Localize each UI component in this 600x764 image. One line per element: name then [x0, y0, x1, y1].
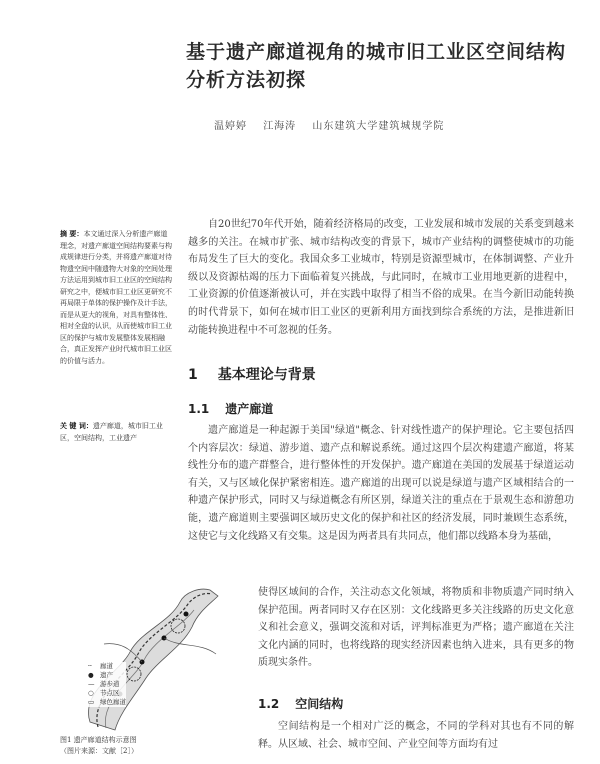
- dot-icon: ●: [88, 671, 94, 679]
- corridor-map-svg: [60, 582, 250, 732]
- subsection-heading-1-2: [258, 695, 343, 712]
- subsection-title: 空间结构: [295, 697, 344, 711]
- keywords: [60, 420, 172, 444]
- keywords-text: 遗产廊道，城市旧工业区，空间结构，工业遗产: [60, 422, 163, 442]
- abstract: [60, 228, 172, 367]
- legend-item: ▭ 绿色廊道: [88, 698, 126, 706]
- circle-icon: ○: [88, 689, 94, 697]
- subsection-number: 1.2: [258, 697, 280, 711]
- intro-paragraph: 自20世纪70年代开始，随着经济格局的改变，工业发展和城市发展的关系变到越来越多的关注。在城市扩张、城市结构改变的背景下，城市产业结构的调整使城市的功能布局发生了巨大的变化。我国众多工业城市，特别是资源型城市，在体制调整、产业升级以及资源枯竭的压力下面临着复兴挑战，与此同时，在城市工业用地更新的进程中，工业资源的价值逐渐被认可，并在实践中取得了相当不俗的成果。在当今新旧动能转换的时代背景下，如何在城市旧工业区的更新利用方面找到综合系统的方法，是推进新旧动能转换进程中不可忽视的任务。: [188, 219, 574, 336]
- spatial-structure-paragraph: 空间结构是一个相对广泛的概念，不同的学科对其也有不同的解释。从区域、社会、城市空间、产业空间等方面均有过: [258, 721, 574, 750]
- legend-item: — 游步道: [88, 680, 120, 688]
- abstract-text: 本文通过深入分析遗产廊道理念，对遗产廊道空间结构要素与构成规律进行分类，并将遗产廊道对待物遗空间中随遗物大对象的空间处理方法运用到城市旧工业区的空间结构研究之中，便城市旧工业区更研究不再局限于单体的保护操作及计手法，而是从更大的视角，对具有整体性、相对全盘的认识，从而使城市旧工业区的保护与城市发展整体发展相融合，真正发挥产业时代城市旧工业区的价值与活力。: [60, 230, 172, 365]
- legend-item: ○ 节点区: [88, 689, 120, 697]
- section-number: 1: [188, 367, 198, 383]
- figure-legend: [88, 662, 126, 707]
- legend-item: ● 遗产: [88, 671, 113, 679]
- heritage-corridor-diagram: [60, 582, 250, 732]
- abstract-label: 摘 要：: [60, 229, 84, 238]
- author-1: 温婷婷: [214, 121, 247, 132]
- band-icon: ▭: [88, 698, 95, 706]
- affiliation: 山东建筑大学建筑城规学院: [312, 121, 445, 132]
- keywords-label: 关 键 词：: [60, 421, 93, 430]
- heritage-corridor-paragraph: 遗产廊道是一种起源于美国"绿道"概念、针对线性遗产的保护理论。它主要包括四个内容层次：绿道、游步道、遗产点和解说系统。通过这四个层次构建遗产廊道，将某线性分布的遗产群整合，进行整体性的开发保护。遗产廊道在美国的发展基于绿道运动有关，又与区域化保护紧密相连。遗产廊道的出现可以说是绿道与遗产区域相结合的一种遗产保护形式，同时又与绿道概念有所区别，绿道关注的重点在于景观生态和游憩功能，遗产廊道则主要强调区域历史文化的保护和社区的经济发展，同时兼顾生态系统，这使它与文化线路又有交集。这是因为两者具有共同点，他们都以线路本身为基础，: [188, 425, 574, 542]
- author-2: 江海涛: [263, 121, 297, 132]
- line-icon: —: [88, 680, 95, 688]
- subsection-title: 遗产廊道: [225, 402, 274, 416]
- section-title: 基本理论与背景: [217, 367, 316, 383]
- dash-line-icon: ╌: [88, 662, 92, 670]
- heritage-corridor-paragraph-continued: 使得区域间的合作，关注动态文化领域，将物质和非物质遗产同时纳入保护范围。两者同时又存在区别：文化线路更多关注线路的历史文化意义和社会意义，强调交流和对话，评判标准更为严格；遗产廊道在关注文化内涵的同时，也将线路的现实经济因素也纳入进来，具有更多的物质现实条件。: [258, 587, 574, 669]
- article-title: 基于遗产廊道视角的城市旧工业区空间结构分析方法初探: [186, 41, 567, 91]
- caption-source: （图片来源：文献［2］）: [60, 747, 138, 755]
- legend-item: ╌ 廊道: [88, 662, 113, 670]
- heritage-point: [184, 612, 189, 617]
- section-heading-1: [188, 364, 316, 384]
- author-line: [214, 117, 574, 132]
- caption-title: 图1 遗产廊道结构示意图: [60, 736, 137, 744]
- figure-caption: [60, 735, 138, 757]
- subsection-number: 1.1: [188, 402, 210, 416]
- subsection-heading-1-1: [188, 400, 273, 417]
